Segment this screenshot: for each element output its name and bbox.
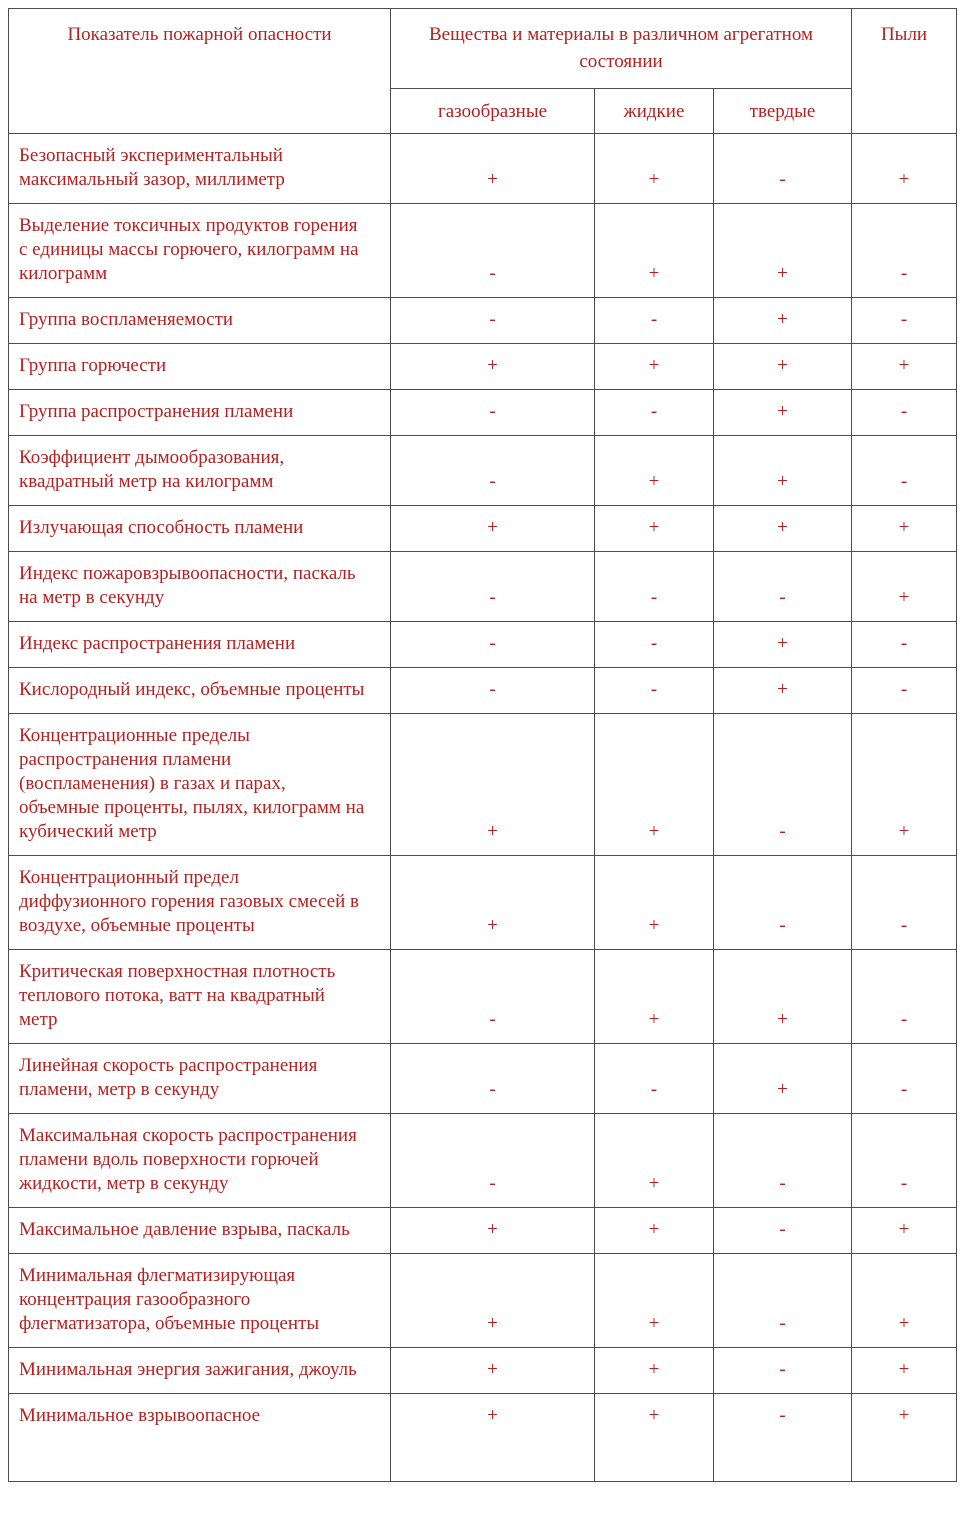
table-row — [9, 390, 957, 436]
value-cell: + — [391, 1208, 595, 1254]
value-cell: - — [391, 390, 595, 436]
value-cell: + — [391, 344, 595, 390]
value-cell: - — [391, 1114, 595, 1208]
value-cell: - — [852, 622, 957, 668]
table-row — [9, 1044, 957, 1114]
value-cell: + — [714, 950, 852, 1044]
value-cell: + — [595, 134, 714, 204]
table-row — [9, 950, 957, 1044]
value-cell: - — [852, 856, 957, 950]
value-cell: + — [852, 134, 957, 204]
value-cell: - — [391, 1044, 595, 1114]
table-row — [9, 344, 957, 390]
value-cell: - — [714, 1348, 852, 1394]
value-cell: - — [595, 668, 714, 714]
value-cell: + — [714, 204, 852, 298]
value-cell: + — [714, 298, 852, 344]
table-row — [9, 134, 957, 204]
value-cell: - — [852, 1044, 957, 1114]
value-cell: - — [391, 668, 595, 714]
value-cell: + — [852, 714, 957, 856]
indicator-cell: Безопасный экспериментальный максимальный зазор, миллиметр — [9, 134, 391, 204]
table-row — [9, 714, 957, 856]
value-cell: + — [714, 1044, 852, 1114]
value-cell: - — [852, 298, 957, 344]
value-cell: - — [391, 622, 595, 668]
table-row — [9, 552, 957, 622]
table-row — [9, 1394, 957, 1482]
value-cell: - — [595, 1044, 714, 1114]
value-cell: + — [714, 506, 852, 552]
value-cell: + — [595, 344, 714, 390]
indicator-cell: Максимальная скорость распространения пламени вдоль поверхности горючей жидкости, метр в секунду — [9, 1114, 391, 1208]
value-cell: - — [714, 1114, 852, 1208]
value-cell: - — [391, 552, 595, 622]
value-cell: - — [391, 950, 595, 1044]
value-cell: - — [391, 204, 595, 298]
indicator-cell: Группа воспламеняемости — [9, 298, 391, 344]
value-cell: + — [852, 1348, 957, 1394]
indicator-cell: Минимальная флегматизирующая концентрация газообразного флегматизатора, объемные проценты — [9, 1254, 391, 1348]
table-row — [9, 856, 957, 950]
value-cell: + — [391, 856, 595, 950]
indicator-cell: Концентрационные пределы распространения пламени (воспламенения) в газах и парах, объемные проценты, пылях, килограмм на кубический метр — [9, 714, 391, 856]
header-dusts-cell: Пыли — [852, 9, 957, 134]
value-cell: + — [595, 1394, 714, 1482]
value-cell: + — [852, 552, 957, 622]
header-row-main — [9, 9, 957, 89]
indicator-cell: Выделение токсичных продуктов горения с единицы массы горючего, килограмм на килограмм — [9, 204, 391, 298]
fire-hazard-table — [8, 8, 957, 1482]
value-cell: + — [391, 1254, 595, 1348]
indicator-cell: Критическая поверхностная плотность теплового потока, ватт на квадратный метр — [9, 950, 391, 1044]
table-row — [9, 622, 957, 668]
value-cell: + — [595, 856, 714, 950]
indicator-cell: Индекс распространения пламени — [9, 622, 391, 668]
value-cell: - — [595, 298, 714, 344]
value-cell: - — [852, 390, 957, 436]
value-cell: + — [595, 1348, 714, 1394]
table-body — [9, 134, 957, 1482]
table-row — [9, 1208, 957, 1254]
indicator-cell: Коэффициент дымообразования, квадратный метр на килограмм — [9, 436, 391, 506]
value-cell: - — [595, 390, 714, 436]
table-row — [9, 1254, 957, 1348]
value-cell: + — [852, 1254, 957, 1348]
table-row — [9, 436, 957, 506]
table-row — [9, 204, 957, 298]
table-header — [9, 9, 957, 134]
subheader-liquid-cell: жидкие — [595, 89, 714, 134]
header-substances-group-cell: Вещества и материалы в различном агрегатном состоянии — [391, 9, 852, 89]
value-cell: - — [595, 622, 714, 668]
value-cell: + — [391, 506, 595, 552]
subheader-solid-cell: твердые — [714, 89, 852, 134]
value-cell: - — [852, 436, 957, 506]
value-cell: - — [852, 204, 957, 298]
subheader-gaseous-cell: газообразные — [391, 89, 595, 134]
value-cell: + — [595, 204, 714, 298]
indicator-cell: Концентрационный предел диффузионного горения газовых смесей в воздухе, объемные проценты — [9, 856, 391, 950]
table-row — [9, 668, 957, 714]
value-cell: - — [714, 1254, 852, 1348]
value-cell: + — [595, 714, 714, 856]
indicator-cell: Излучающая способность пламени — [9, 506, 391, 552]
value-cell: + — [852, 1208, 957, 1254]
indicator-cell: Линейная скорость распространения пламени, метр в секунду — [9, 1044, 391, 1114]
indicator-cell: Максимальное давление взрыва, паскаль — [9, 1208, 391, 1254]
value-cell: - — [714, 552, 852, 622]
value-cell: + — [595, 950, 714, 1044]
value-cell: - — [714, 1394, 852, 1482]
value-cell: - — [714, 1208, 852, 1254]
indicator-cell: Индекс пожаровзрывоопасности, паскаль на метр в секунду — [9, 552, 391, 622]
value-cell: - — [714, 856, 852, 950]
value-cell: - — [391, 298, 595, 344]
indicator-cell: Кислородный индекс, объемные проценты — [9, 668, 391, 714]
value-cell: + — [391, 134, 595, 204]
indicator-cell: Группа горючести — [9, 344, 391, 390]
value-cell: - — [714, 134, 852, 204]
value-cell: - — [595, 552, 714, 622]
value-cell: + — [595, 1114, 714, 1208]
header-indicator-cell: Показатель пожарной опасности — [9, 9, 391, 134]
table-row — [9, 1114, 957, 1208]
value-cell: + — [714, 668, 852, 714]
value-cell: - — [852, 1114, 957, 1208]
value-cell: - — [852, 950, 957, 1044]
indicator-cell: Минимальное взрывоопасное — [9, 1394, 391, 1482]
value-cell: - — [391, 436, 595, 506]
value-cell: - — [852, 668, 957, 714]
indicator-cell: Минимальная энергия зажигания, джоуль — [9, 1348, 391, 1394]
table-row — [9, 298, 957, 344]
value-cell: + — [852, 344, 957, 390]
value-cell: + — [595, 436, 714, 506]
table-row — [9, 506, 957, 552]
value-cell: + — [595, 506, 714, 552]
value-cell: + — [852, 1394, 957, 1482]
table-row — [9, 1348, 957, 1394]
value-cell: + — [391, 714, 595, 856]
value-cell: + — [714, 436, 852, 506]
value-cell: + — [852, 506, 957, 552]
value-cell: + — [391, 1394, 595, 1482]
value-cell: + — [595, 1208, 714, 1254]
value-cell: + — [714, 390, 852, 436]
indicator-cell: Группа распространения пламени — [9, 390, 391, 436]
value-cell: - — [714, 714, 852, 856]
value-cell: + — [391, 1348, 595, 1394]
value-cell: + — [714, 622, 852, 668]
value-cell: + — [714, 344, 852, 390]
value-cell: + — [595, 1254, 714, 1348]
